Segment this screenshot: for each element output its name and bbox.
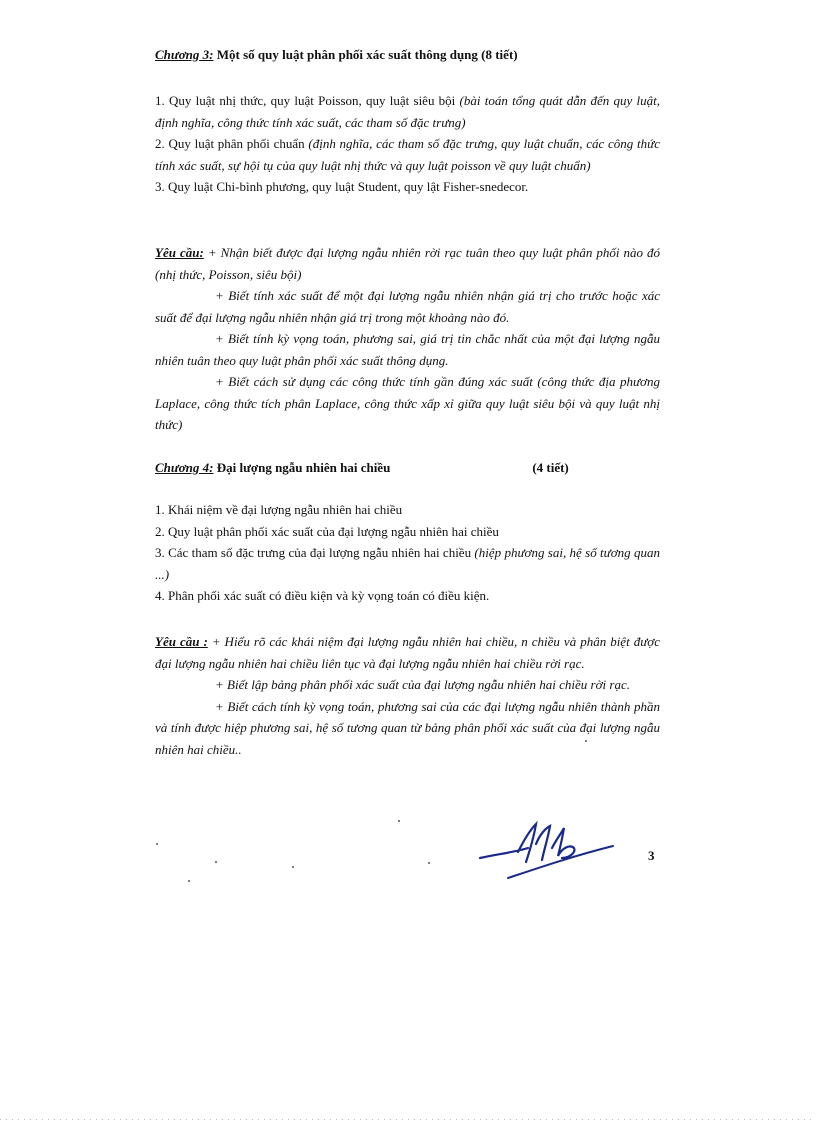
chapter-4-section — [155, 457, 660, 479]
list-item — [155, 133, 660, 176]
signature-icon — [478, 818, 618, 888]
list-item-text: 1. Quy luật nhị thức, quy luật Poisson, quy luật siêu bội — [155, 93, 460, 108]
requirement-text: + Hiểu rõ các khái niệm đại lượng ngẫu nhiên hai chiều, n chiều và phân biệt được đại lượng ngẫu nhiên hai chiều liên tục và đại lượng ngẫu nhiên hai chiều rời rạc. — [155, 634, 660, 671]
chapter-4-heading — [155, 457, 660, 479]
requirements-label: Yêu cầu: — [155, 245, 204, 260]
scan-speck — [215, 861, 217, 863]
chapter-3-requirements — [155, 242, 660, 436]
requirements-label: Yêu cầu : — [155, 634, 208, 649]
list-item-text: 1. Khái niệm về đại lượng ngẫu nhiên hai chiều — [155, 502, 403, 517]
requirement-item — [155, 631, 660, 674]
list-item-text: 4. Phân phối xác suất có điều kiện và kỳ vọng toán có điều kiện. — [155, 588, 490, 603]
chapter-4-items — [155, 499, 660, 607]
scan-speck — [585, 740, 587, 742]
chapter-3-items — [155, 90, 660, 198]
list-item-text: 2. Quy luật phân phối chuẩn — [155, 136, 309, 151]
list-item — [155, 499, 660, 521]
requirement-text: + Nhận biết được đại lượng ngẫu nhiên rời rạc tuân theo quy luật phân phối nào đó (nhị thức, Poisson, siêu bội) — [155, 245, 660, 282]
list-item — [155, 90, 660, 133]
list-item-text: 3. Các tham số đặc trưng của đại lượng ngẫu nhiên hai chiều — [155, 545, 475, 560]
scan-speck — [428, 862, 430, 864]
list-item — [155, 521, 660, 543]
list-item-note: (bài toán tổng quát dẫn đến quy luật, định nghĩa, công thức tính xác suất, các tham số đặc trưng) — [155, 93, 661, 130]
requirement-item: + Biết cách tính kỳ vọng toán, phương sai của các đại lượng ngẫu nhiên thành phần và tính được hiệp phương sai, hệ số tương quan từ bảng phân phối xác suất của đại lượng ngẫu nhiên hai chiều.. — [155, 698, 660, 757]
list-item-note: (định nghĩa, các tham số đặc trưng, quy luật chuẩn, các công thức tính xác suất, sự hội tụ của quy luật nhị thức và quy luật poisson về quy luật chuẩn) — [155, 136, 660, 173]
list-item-note: (hiệp phương sai, hệ số tương quan ...) — [155, 545, 660, 582]
requirement-item — [155, 242, 660, 285]
requirement-item: + Biết cách sử dụng các công thức tính gần đúng xác suất (công thức địa phương Laplace, công thức tích phân Laplace, công thức xấp xỉ giữa quy luật siêu bội và quy luật nhị thức) — [155, 374, 660, 432]
chapter-4-title: Đại lượng ngẫu nhiên hai chiều — [213, 460, 391, 475]
requirement-item: + Biết tính kỳ vọng toán, phương sai, giá trị tin chắc nhất của một đại lượng ngẫu nhiên tuân theo quy luật phân phối xác suất thông dụng. — [155, 331, 660, 368]
requirement-item: + Biết lập bảng phân phối xác suất của đại lượng ngẫu nhiên hai chiều rời rạc. — [215, 677, 630, 692]
page-number: 3 — [648, 848, 655, 863]
list-item-text: 3. Quy luật Chi-bình phương, quy luật Student, quy lật Fisher-snedecor. — [155, 179, 529, 194]
scan-speck — [398, 820, 400, 822]
chapter-3-section — [155, 44, 660, 66]
scan-speck — [156, 843, 158, 845]
scan-speck — [292, 866, 294, 868]
requirement-item: + Biết tính xác suất để một đại lượng ngẫu nhiên nhận giá trị cho trước hoặc xác suất để đại lượng ngẫu nhiên nhận giá trị trong một khoảng nào đó. — [155, 288, 660, 325]
list-item-text: 2. Quy luật phân phối xác suất của đại lượng ngẫu nhiên hai chiều — [155, 523, 499, 539]
page-bottom-edge — [0, 1119, 816, 1120]
list-item — [155, 176, 660, 198]
chapter-3-heading — [155, 44, 660, 66]
chapter-3-label: Chương 3: — [155, 47, 214, 62]
chapter-4-label: Chương 4: — [155, 460, 214, 475]
chapter-3-title: Một số quy luật phân phối xác suất thông dụng (8 tiết) — [213, 47, 518, 62]
list-item — [155, 585, 660, 607]
scan-speck — [188, 880, 190, 882]
chapter-4-hours: (4 tiết) — [532, 460, 569, 475]
list-item — [155, 542, 660, 585]
